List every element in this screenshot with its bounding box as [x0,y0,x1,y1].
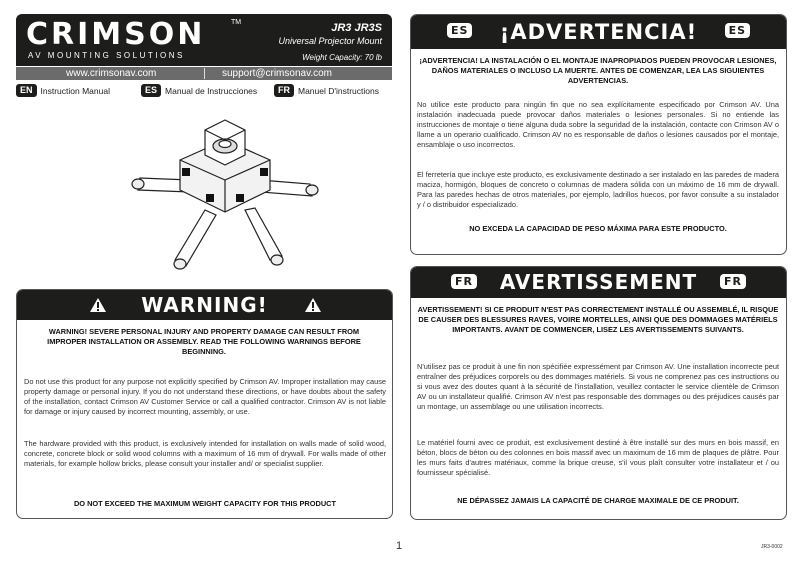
lang-en [16,84,110,97]
lang-es [141,84,257,97]
projector-mount-illustration [120,110,330,280]
warning-panel-en [16,289,393,519]
warning-lead-fr: AVERTISSEMENT! SI CE PRODUIT N'EST PAS CORRECTEMENT INSTALLÉ OU ASSEMBLÉ, IL RISQUE DE CAUSER DES BLESSURES RAVES, VOIRE MORTELLES, AINSI QUE DES DOMMAGES MATÉRIELS IMPORTANTS. AVANT DE COMMENCER, LISEZ LES AVERTISSEMENTS SUIVANTS. [417,305,779,334]
warning-paragraph-en-1: Do not use this product for any purpose not explicitly specified by Crimson AV. Improper installation may cause property damage or personal injury. If you do not understand these directions, or have doubts about the safety of the installation, contact Crimson AV Customer Service or call a qualified contractor. Crimson AV is not liable for damage or injury caused by incorrect mounting, assembly, or use. [24,377,386,416]
warning-paragraph-fr-2: Le matériel fourni avec ce produit, est exclusivement destiné à être installé sur des murs en bois massif, en béton, blocs de béton ou des colonnes en bois massif avec un maximum de 16 mm de plaques de plâtre. Pour les murs faits d'autres matériaux, comme la brique creuse, s'il vous plaît consulter votre installateur et / ou fournisseur spécialisé. [417,438,779,477]
warning-title-fr: AVERTISSEMENT [499,270,698,294]
warning-triangle-icon [304,297,322,313]
warning-title-es: ¡ADVERTENCIA! [499,20,698,44]
lang-badge-fr-left: FR [451,274,477,289]
website-link[interactable]: www.crimsonav.com [66,68,157,79]
header-banner [16,14,392,66]
email-link[interactable]: support@crimsonav.com [222,68,332,79]
warning-paragraph-es-1: No utilice este producto para ningún fin que no sea explícitamente especificado por Crimson AV. Una instalación inadecuada puede provocar daños materiales o lesiones personales. Si no entiende las instrucciones de montaje o tiene alguna duda sobre la seguridad de la instalación, contacte con Crimson AV o llame a un operario cualificado. Crimson AV no es responsable de daños o lesiones causados por el montaje, ensamblaje o uso incorrectos. [417,100,779,149]
warning-title-en: WARNING! [141,293,268,317]
warning-lead-es: ¡ADVERTENCIA! LA INSTALACIÓN O EL MONTAJE INAPROPIADOS PUEDEN PROVOCAR LESIONES, DAÑOS MATERIALES O INCLUSO LA MUERTE. ANTES DE COMENZAR, LEA LAS SIGUIENTES ADVERTENCIAS. [419,56,777,85]
weight-capacity: Weight Capacity: 70 lb [302,53,382,62]
warning-lead-en: WARNING! SEVERE PERSONAL INJURY AND PROPERTY DAMAGE CAN RESULT FROM IMPROPER INSTALLATION OR ASSEMBLY. READ THE FOLLOWING WARNINGS BEFORE BEGINNING. [47,327,361,356]
contact-divider [204,68,205,79]
lang-badge-en: EN [16,84,37,97]
lang-badge-es-right: ES [725,23,750,38]
warning-paragraph-es-2: El ferretería que incluye este producto, es exclusivamente destinado a ser instalado en las paredes de madera maciza, hormigón, bloques de concreto o columnas de madera sólida con un máximo de 16 mm de drywall. Para las paredes hechas de otros materiales, por ejemplo, ladrillos huecos, por favor consulte a su instalador y / o distribuidor especializado. [417,170,779,209]
warning-paragraph-en-2: The hardware provided with this product, is exclusively intended for installation on walls made of solid wood, concrete, concrete block or solid wood columns with a maximum of 16 mm of drywall. For walls made of other materials, for example hollow bricks, please consult your installer and/ or specialist supplier. [24,439,386,468]
lang-fr [274,84,379,97]
warning-footer-fr: NE DÉPASSEZ JAMAIS LA CAPACITÉ DE CHARGE MAXIMALE DE CE PRODUIT. [457,496,739,505]
lang-label-fr: Manuel D'instructions [298,85,379,96]
warning-paragraph-fr-1: N'utilisez pas ce produit à une fin non spécifiée expressément par Crimson AV. Une installation incorrecte peut entraîner des préjudices corporels ou des dommages matériels. Si vous ne comprenez pas ces instructions ou si vous avez des doutes quant à la sécurité de l'installation, veuillez contacter le service clientèle de Crimson AV ou un installateur qualifié. Crimson AV n'est pas responsable des dommages ou des préjudices causés par un montage, un assemblage ou une utilisation incorrects. [417,362,779,411]
model-number: JR3 JR3S [331,22,382,34]
lang-badge-fr-right: FR [720,274,746,289]
brand-tagline: AV MOUNTING SOLUTIONS [28,51,185,60]
contact-bar [16,67,392,80]
document-code: JR3-0002 [761,544,783,550]
trademark-mark: TM [231,19,242,26]
lang-label-es: Manual de Instrucciones [165,85,258,96]
brand-logo: CRIMSON [26,17,206,52]
warning-triangle-icon [89,297,107,313]
product-name: Universal Projector Mount [278,36,382,46]
warning-panel-es [410,14,787,255]
lang-badge-es-left: ES [447,23,472,38]
lang-label-en: Instruction Manual [40,85,110,96]
page-number: 1 [396,540,403,552]
warning-footer-es: NO EXCEDA LA CAPACIDAD DE PESO MÁXIMA PARA ESTE PRODUCTO. [469,224,727,233]
warning-footer-en: DO NOT EXCEED THE MAXIMUM WEIGHT CAPACITY FOR THIS PRODUCT [73,499,337,508]
lang-badge-fr: FR [274,84,294,97]
lang-badge-es: ES [141,84,161,97]
warning-title-bar-es [411,15,786,49]
warning-title-bar-fr [411,267,786,298]
warning-panel-fr [410,266,787,520]
warning-title-bar-en [17,290,392,320]
